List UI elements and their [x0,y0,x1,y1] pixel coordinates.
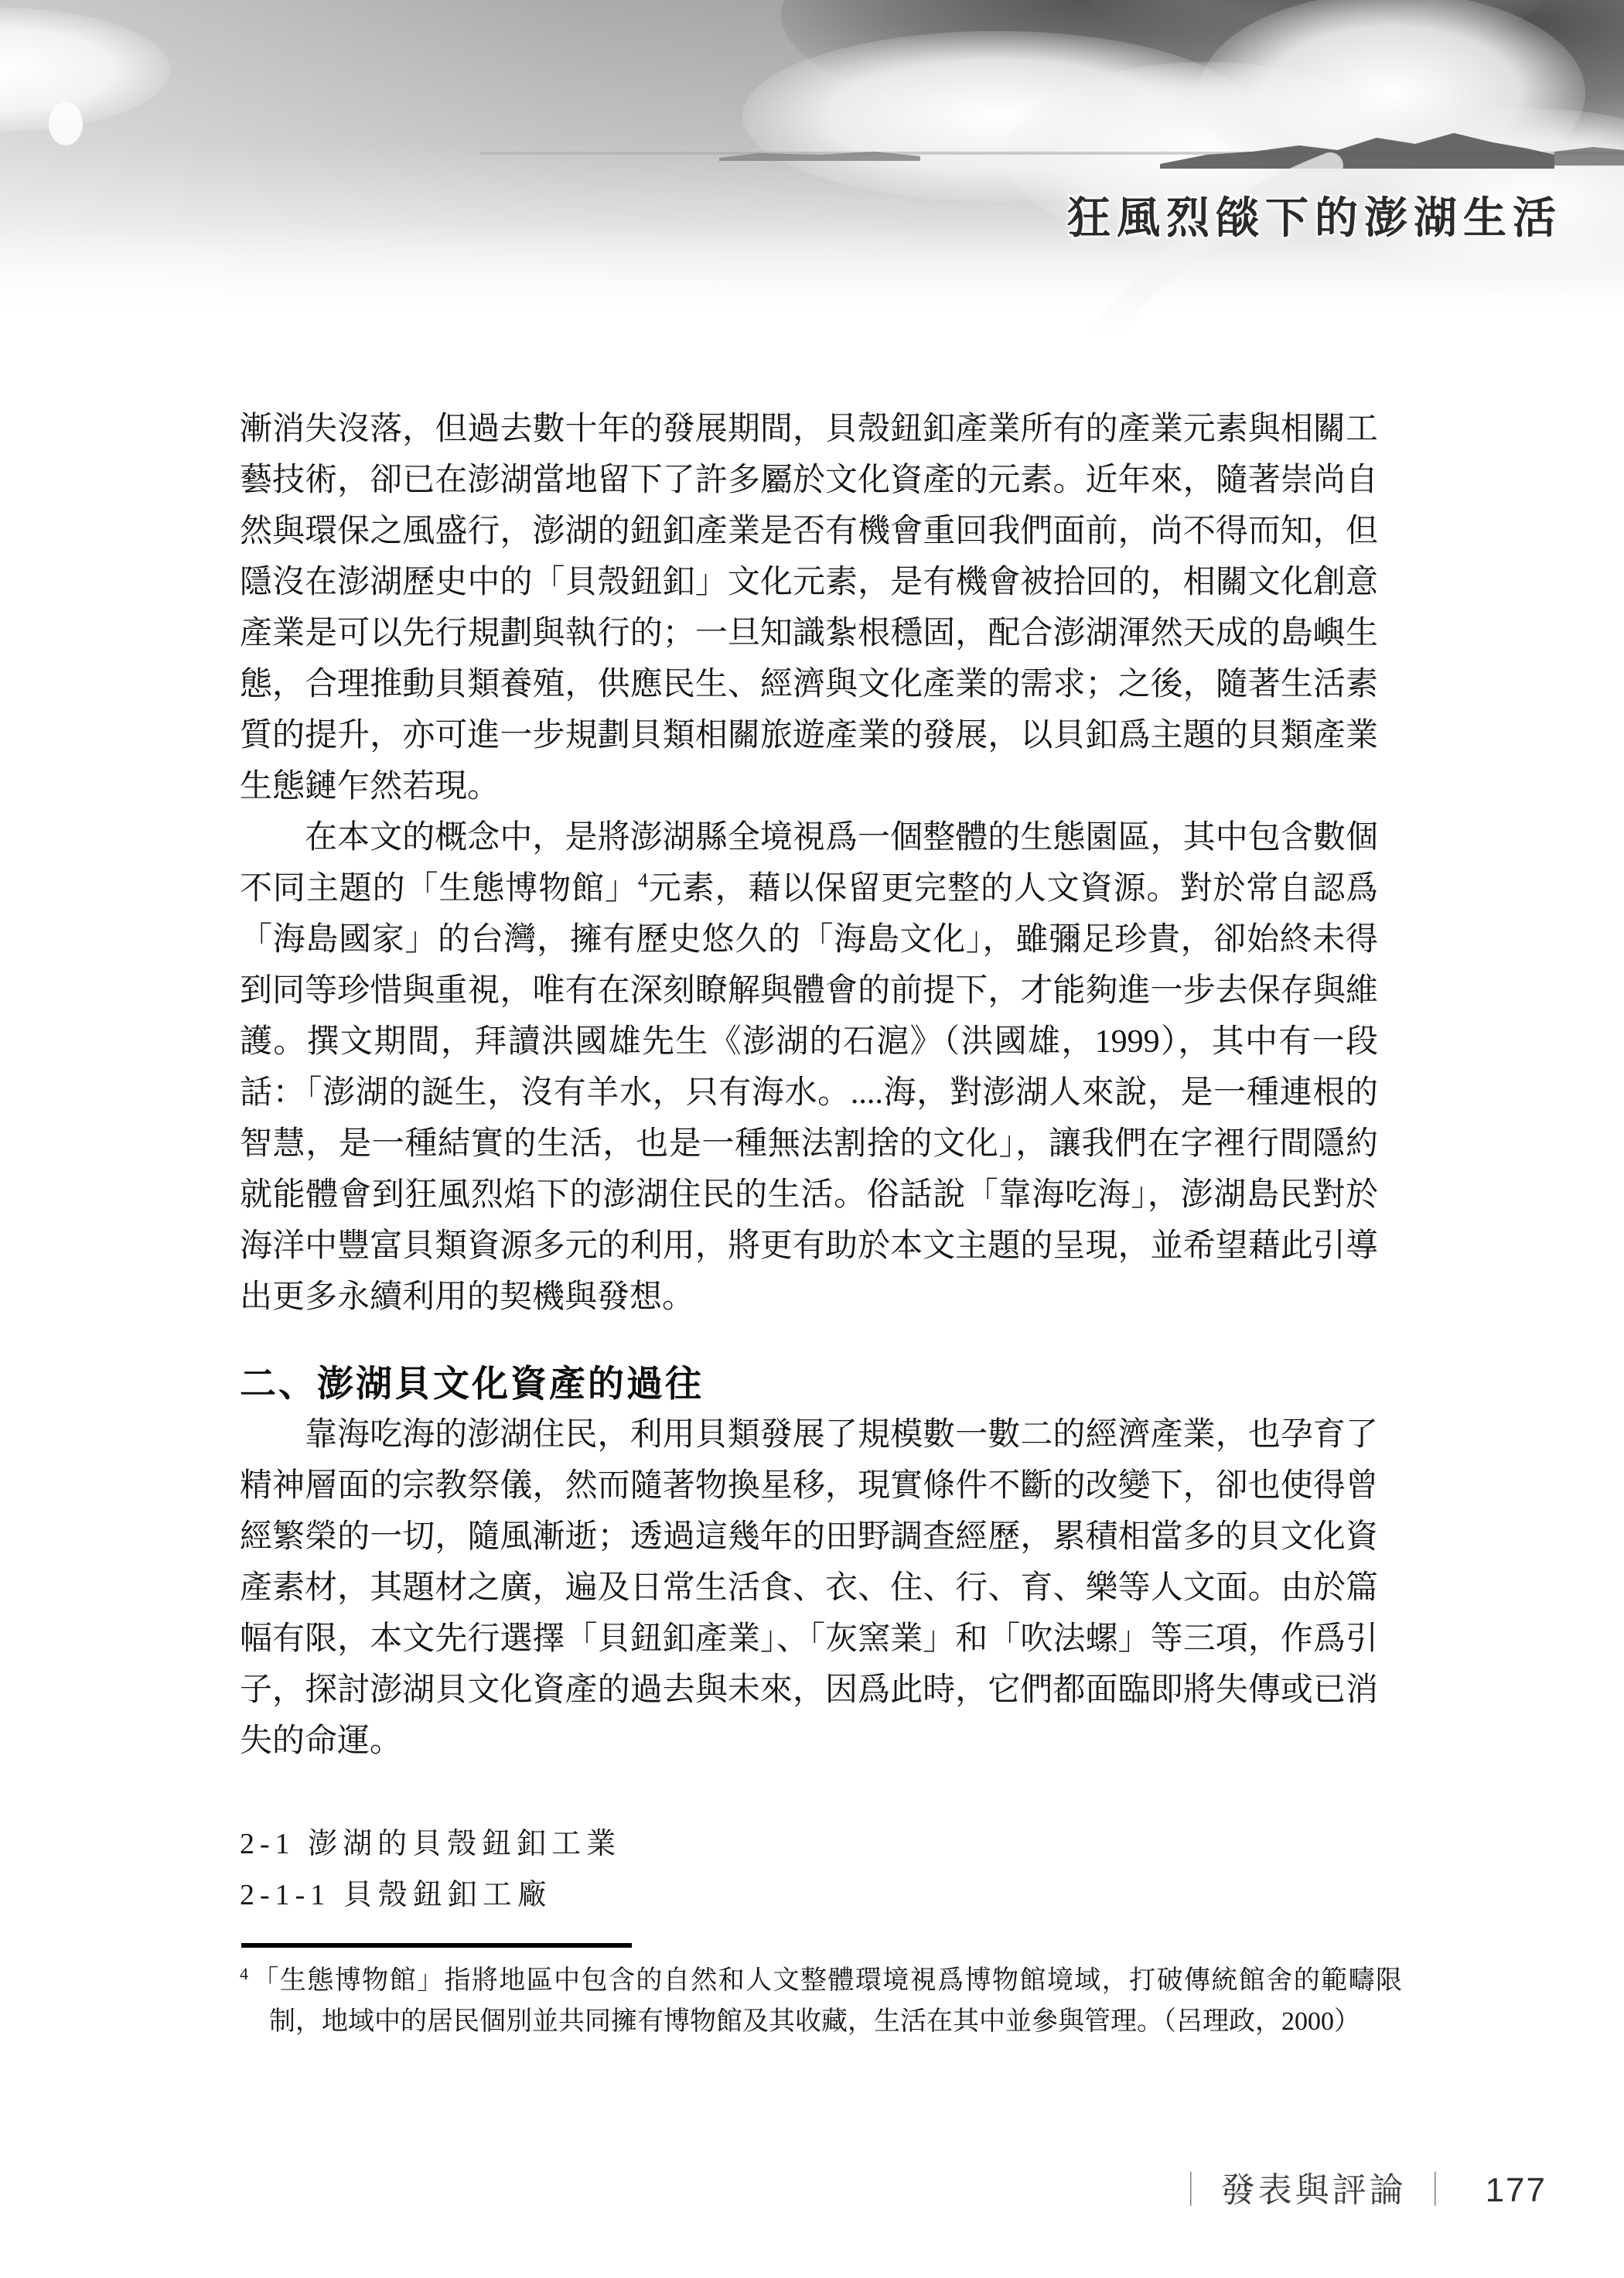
footer-section-label: 發表與評論 [1220,2171,1407,2209]
seascape-photo-graphic [0,0,1624,340]
footer-left-bar: ｜ [1180,2171,1203,2209]
sub-heading-2-1: 2-1 澎湖的貝殼鈕釦工業 [240,1828,622,1860]
sub-heading-2-1-1: 2-1-1 貝殼鈕釦工廠 [240,1879,552,1911]
footnote-text: 「生態博物館」指將地區中包含的自然和人文整體環境視爲博物館境域，打破傳統館舍的範疇限制，地域中的居民個別並共同擁有博物館及其收藏，生活在其中並參與管理。（呂理政，2000） [251,1966,1402,2036]
footnote-divider-rule [241,1943,632,1948]
header-photo [0,0,1624,340]
footer-right-bar: ｜ [1424,2171,1447,2209]
footnote-marker: 4 [240,1963,248,1983]
paragraph-concept-text-cont: 元素，藉以保留更完整的人文資源。對於常自認爲「海島國家」的台灣，擁有歷史悠久的「海島文化」，雖彌足珍貴，卻始終未得到同等珍惜與重視，唯有在深刻瞭解與體會的前提下，才能夠進一步去保存與維護。撰文期間，拜讀洪國雄先生《澎湖的石滬》（洪國雄，1999），其中有一段話：「澎湖的誕生，沒有羊水，只有海水。....海，對澎湖人來說，是一種連根的智慧，是一種結實的生活，也是一種無法割捨的文化」，讓我們在字裡行間隱約就能體會到狂風烈焰下的澎湖住民的生活。俗話說「靠海吃海」，澎湖島民對於海洋中豐富貝類資源多元的利用，將更有助於本文主題的呈現，並希望藉此引導出更多永續利用的契機與發想。 [240,871,1378,1315]
footnote-reference-4: 4 [637,869,648,892]
footnote [240,1960,1402,2042]
section-heading: 二、澎湖貝文化資產的過往 [240,1364,704,1405]
chapter-banner-title: 狂風烈燄下的澎湖生活 [1067,195,1562,243]
paragraph-concept-text: 在本文的概念中，是將澎湖縣全境視爲一個整體的生態園區，其中包含數個不同主題的「生態博物館」 [240,820,1378,907]
page-footer [0,2162,1547,2211]
paragraph-concept [240,812,1378,1323]
page-number: 177 [1485,2171,1547,2209]
paragraph-continuation: 漸消失沒落，但過去數十年的發展期間，貝殼鈕釦產業所有的產業元素與相關工藝技術，卻已在澎湖當地留下了許多屬於文化資產的元素。近年來，隨著崇尚自然與環保之風盛行，澎湖的鈕釦產業是否有機會重回我們面前，尚不得而知，但隱沒在澎湖歷史中的「貝殼鈕釦」文化元素，是有機會被拾回的，相關文化創意產業是可以先行規劃與執行的；一旦知識紮根穩固，配合澎湖渾然天成的島嶼生態，合理推動貝類養殖，供應民生、經濟與文化產業的需求；之後，隨著生活素質的提升，亦可進一步規劃貝類相關旅遊產業的發展，以貝釦爲主題的貝類產業生態鏈乍然若現。 [240,412,1378,804]
paragraph-section-intro: 靠海吃海的澎湖住民，利用貝類發展了規模數一數二的經濟產業，也孕育了精神層面的宗教祭儀，然而隨著物換星移，現實條件不斷的改變下，卻也使得曾經繁榮的一切，隨風漸逝；透過這幾年的田野調查經歷，累積相當多的貝文化資產素材，其題材之廣，遍及日常生活食、衣、住、行、育、樂等人文面。由於篇幅有限，本文先行選擇「貝鈕釦產業」、「灰窯業」和「吹法螺」等三項，作爲引子，探討澎湖貝文化資產的過去與未來，因爲此時，它們都面臨即將失傳或已消失的命運。 [240,1417,1378,1759]
